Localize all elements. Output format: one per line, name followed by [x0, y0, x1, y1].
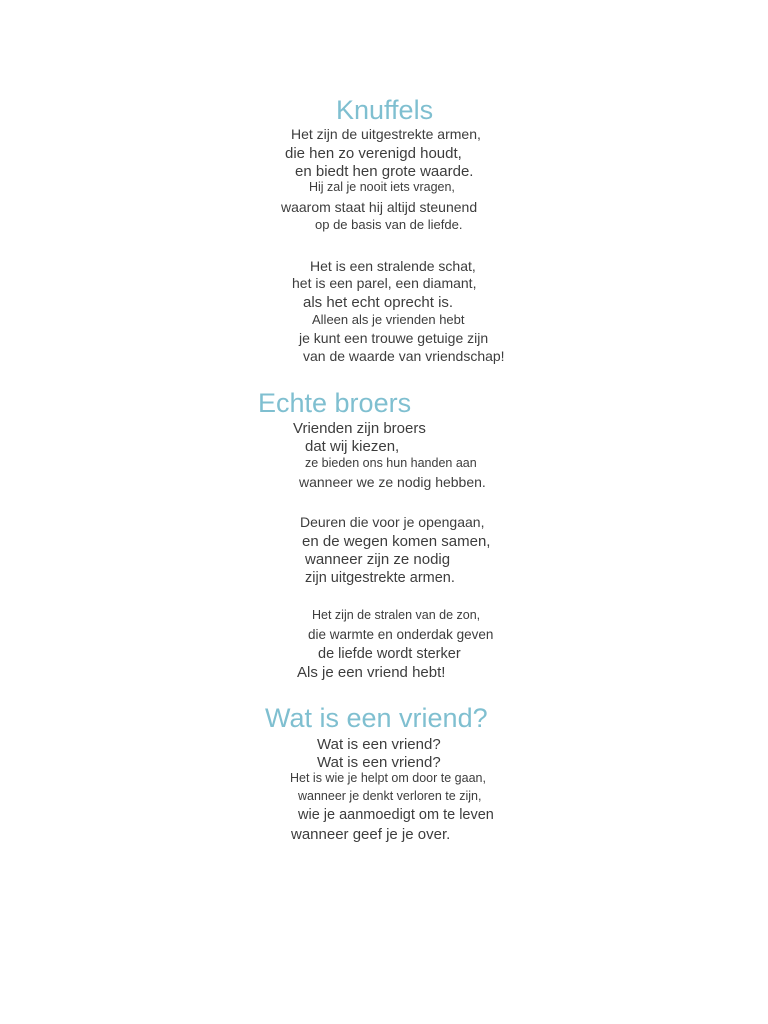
poem-line: dat wij kiezen,: [305, 438, 400, 455]
poem-line: wanneer zijn ze nodig: [305, 551, 451, 568]
poem-line: het is een parel, een diamant,: [292, 275, 477, 291]
poem-line: die warmte en onderdak geven: [308, 627, 494, 642]
poem-line: en biedt hen grote waarde.: [295, 163, 474, 180]
poem-line: Deuren die voor je opengaan,: [300, 514, 485, 530]
poem-line: waarom staat hij altijd steunend: [281, 199, 478, 215]
poem-title-knuffels: Knuffels: [336, 95, 434, 125]
poem-line: Het zijn de stralen van de zon,: [312, 608, 481, 622]
poem-line: Het is wie je helpt om door te gaan,: [290, 771, 486, 785]
poem-title-echte-broers: Echte broers: [258, 388, 412, 418]
poem-line: op de basis van de liefde.: [315, 217, 463, 232]
poem-line: wanneer geef je je over.: [291, 826, 451, 843]
poem-line: als het echt oprecht is.: [303, 294, 454, 311]
poem-line: Het zijn de uitgestrekte armen,: [291, 126, 481, 142]
poem-line: Alleen als je vrienden hebt: [312, 312, 465, 327]
poem-line: wie je aanmoedigt om te leven: [298, 807, 494, 823]
poem-line: Het is een stralende schat,: [310, 258, 476, 274]
poem-line: en de wegen komen samen,: [302, 533, 491, 550]
poem-line: zijn uitgestrekte armen.: [305, 570, 455, 586]
poem-line: Vrienden zijn broers: [293, 420, 426, 437]
poem-line: Wat is een vriend?: [317, 736, 441, 753]
poem-line: Wat is een vriend?: [317, 754, 441, 771]
poem-line: Hij zal je nooit iets vragen,: [309, 180, 455, 194]
poem-line: die hen zo verenigd houdt,: [285, 145, 462, 162]
poem-title-wat-is-een-vriend: Wat is een vriend?: [265, 703, 488, 733]
poem-line: wanneer je denkt verloren te zijn,: [298, 789, 482, 803]
poem-line: wanneer we ze nodig hebben.: [299, 474, 486, 490]
poem-line: ze bieden ons hun handen aan: [305, 456, 477, 470]
poem-line: Als je een vriend hebt!: [297, 664, 446, 681]
poem-line: de liefde wordt sterker: [318, 646, 461, 662]
poem-line: van de waarde van vriendschap!: [303, 348, 505, 364]
poem-line: je kunt een trouwe getuige zijn: [299, 330, 489, 346]
